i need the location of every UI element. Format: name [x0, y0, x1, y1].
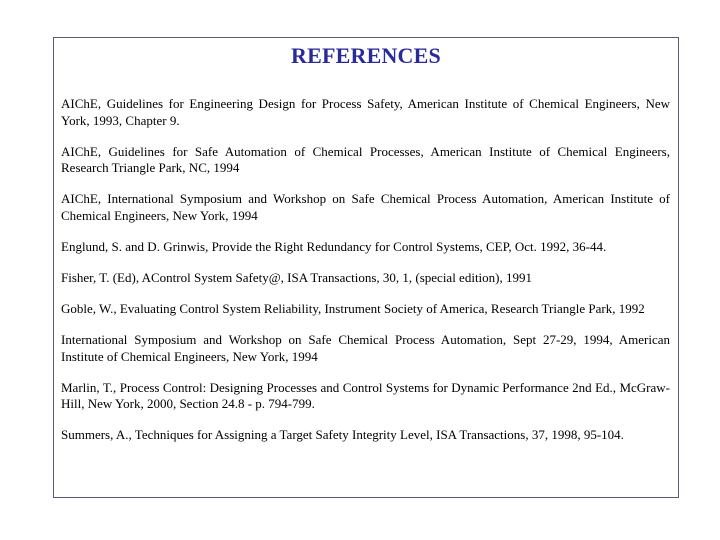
reference-item: Marlin, T., Process Control: Designing Processes and Control Systems for Dynamic Performance 2nd Ed., McGraw-Hill, New York, 2000, Section 24.8 - p. 794-799.: [61, 379, 670, 412]
reference-item: International Symposium and Workshop on Safe Chemical Process Automation, Sept 27-29, 1994, American Institute of Chemical Engineers, New York, 1994: [61, 332, 670, 364]
reference-item: Summers, A., Techniques for Assigning a Target Safety Integrity Level, ISA Transactions, 37, 1998, 95-104.: [61, 427, 624, 443]
references-frame: [53, 37, 679, 498]
reference-item: AIChE, Guidelines for Engineering Design for Process Safety, American Institute of Chemical Engineers, New York, 1993, Chapter 9.: [61, 96, 670, 128]
reference-list: [61, 96, 670, 458]
reference-item: AIChE, Guidelines for Safe Automation of Chemical Processes, American Institute of Chemical Engineers, Research Triangle Park, NC, 1994: [61, 143, 670, 176]
reference-item: AIChE, International Symposium and Workshop on Safe Chemical Process Automation, American Institute of Chemical Engineers, New York, 1994: [61, 191, 670, 223]
reference-item: Englund, S. and D. Grinwis, Provide the Right Redundancy for Control Systems, CEP, Oct. 1992, 36-44.: [61, 238, 607, 254]
page-title: REFERENCES: [291, 43, 441, 68]
reference-item: Goble, W., Evaluating Control System Reliability, Instrument Society of America, Research Triangle Park, 1992: [61, 300, 645, 316]
reference-item: Fisher, T. (Ed), AControl System Safety@, ISA Transactions, 30, 1, (special edition), 1991: [61, 269, 532, 285]
